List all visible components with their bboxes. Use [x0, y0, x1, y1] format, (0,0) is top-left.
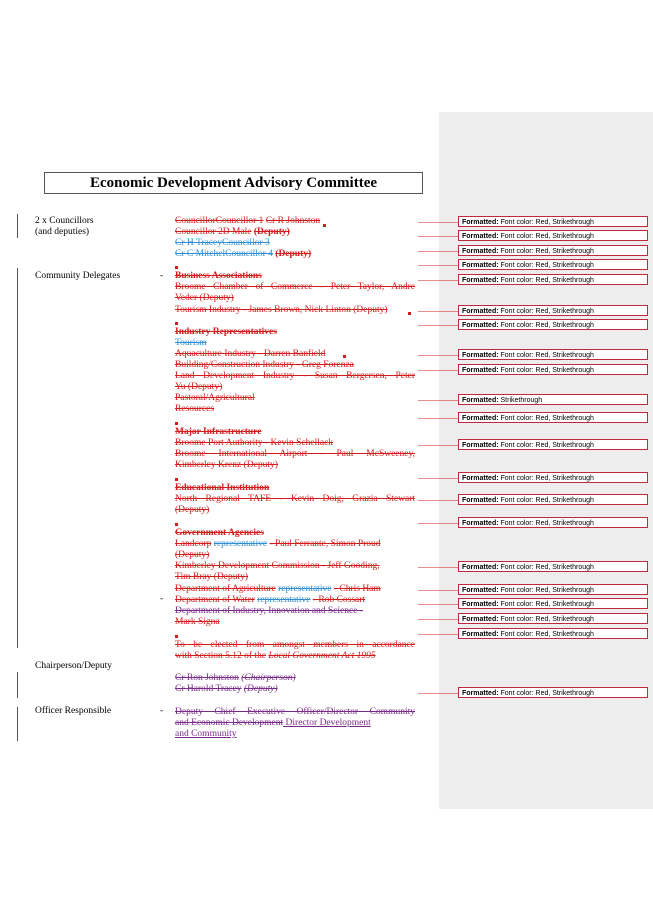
formatting-balloon[interactable] — [458, 517, 648, 528]
formatted-label: Formatted: — [462, 587, 499, 594]
change-bar — [17, 268, 18, 648]
change-bar — [17, 672, 18, 698]
balloon-connector — [418, 251, 458, 252]
balloon-connector — [418, 590, 458, 591]
balloon-connector — [418, 236, 458, 237]
change-marker — [175, 635, 178, 638]
balloon-connector — [418, 445, 458, 446]
officer-line: and Economic Development Director Development — [175, 718, 371, 728]
officer-line: and Community — [175, 729, 237, 739]
formatted-label: Formatted: — [462, 520, 499, 527]
formatted-label: Formatted: — [462, 475, 499, 482]
election-note: with Section 5.12 of the Local Government Act 1995 — [175, 651, 376, 661]
formatted-label: Formatted: — [462, 367, 499, 374]
formatting-description: Font color: Red, Strikethrough — [498, 497, 594, 504]
formatting-balloon[interactable] — [458, 259, 648, 270]
formatting-balloon[interactable] — [458, 598, 648, 609]
formatting-balloon[interactable] — [458, 439, 648, 450]
delegate-line: Department of Industry, Innovation and Science - — [175, 606, 364, 616]
formatting-description: Font color: Red, Strikethrough — [498, 415, 594, 422]
formatted-label: Formatted: — [462, 219, 499, 226]
formatting-balloon[interactable] — [458, 561, 648, 572]
delegate-line: Kimberley Development Commission - Jeff Gooding, — [175, 561, 380, 571]
formatting-description: Font color: Red, Strikethrough — [498, 690, 594, 697]
councillor-line: Cr H TraceyCouncillor 3 — [175, 238, 270, 248]
formatting-balloon[interactable] — [458, 216, 648, 227]
delegate-line: North Regional TAFE - Kevin Doig, Grazia Stewart — [175, 494, 415, 504]
formatted-label: Formatted: — [462, 233, 499, 240]
formatting-balloon[interactable] — [458, 349, 648, 360]
formatted-label: Formatted: — [462, 352, 499, 359]
formatting-balloon[interactable] — [458, 274, 648, 285]
section-heading: Major Infrastructure — [175, 427, 262, 437]
formatted-label: Formatted: — [462, 442, 499, 449]
change-marker — [323, 224, 326, 227]
balloon-connector — [418, 418, 458, 419]
formatting-description: Font color: Red, Strikethrough — [498, 277, 594, 284]
delegate-line: Department of Water representative - Rob Cossart — [175, 595, 366, 605]
balloon-connector — [418, 500, 458, 501]
formatted-label: Formatted: — [462, 248, 499, 255]
formatted-label: Formatted: — [462, 415, 499, 422]
formatted-label: Formatted: — [462, 564, 499, 571]
delegate-line: Department of Agriculture representative - Chris Ham — [175, 584, 381, 594]
formatting-balloon[interactable] — [458, 584, 648, 595]
formatting-balloon[interactable] — [458, 305, 648, 316]
balloon-connector — [418, 222, 458, 223]
change-bar — [17, 214, 18, 238]
formatting-balloon[interactable] — [458, 472, 648, 483]
dash: - — [160, 594, 164, 604]
delegate-line: Pastoral/Agricultural — [175, 393, 255, 403]
delegate-line: Resources — [175, 404, 215, 414]
chair-line: Cr Harold Tracey (Deputy) — [175, 684, 278, 694]
delegate-line: Landcorp representative - Paul Ferrante, Simon Proud — [175, 539, 381, 549]
section-heading: Educational Institution — [175, 483, 270, 493]
change-marker — [343, 355, 346, 358]
delegate-line: Veder (Deputy) — [175, 293, 234, 303]
councillor-line: Cr C MitchelCouncillor 4 (Deputy) — [175, 249, 312, 259]
formatting-description: Font color: Red, Strikethrough — [498, 233, 594, 240]
formatting-balloon[interactable] — [458, 364, 648, 375]
delegate-line: Building/Construction Industry - Greg Forenza — [175, 360, 354, 370]
delegate-line: Mark Signa — [175, 617, 220, 627]
dash: - — [160, 706, 164, 716]
chairperson-label: Chairperson/Deputy — [35, 661, 113, 671]
formatted-label: Formatted: — [462, 322, 499, 329]
formatting-description: Font color: Red, Strikethrough — [498, 322, 594, 329]
balloon-connector — [418, 311, 458, 312]
dash: - — [160, 271, 164, 281]
delegate-line: (Deputy) — [175, 550, 210, 560]
balloon-connector — [418, 265, 458, 266]
delegate-line: Broome Chamber of Commerce - Peter Taylor, Andre — [175, 282, 415, 292]
delegate-line: Kimberley Krenz (Deputy) — [175, 460, 278, 470]
formatting-description: Font color: Red, Strikethrough — [498, 475, 594, 482]
change-marker — [408, 312, 411, 315]
formatting-description: Font color: Red, Strikethrough — [498, 442, 594, 449]
page-title: Economic Development Advisory Committee — [44, 172, 423, 194]
formatted-label: Formatted: — [462, 397, 499, 404]
formatting-description: Font color: Red, Strikethrough — [498, 631, 594, 638]
formatting-balloon[interactable] — [458, 687, 648, 698]
formatting-description: Font color: Red, Strikethrough — [498, 248, 594, 255]
formatting-balloon[interactable] — [458, 613, 648, 624]
change-marker — [175, 422, 178, 425]
councillors-sub-label: (and deputies) — [35, 227, 90, 237]
councillor-line: Councillor 2D Male (Deputy) — [175, 227, 290, 237]
balloon-connector — [418, 567, 458, 568]
formatting-description: Font color: Red, Strikethrough — [498, 564, 594, 571]
formatting-description: Font color: Red, Strikethrough — [498, 616, 594, 623]
election-note: To be elected from amongst members in accordance — [175, 640, 415, 650]
formatting-balloon[interactable] — [458, 628, 648, 639]
councillor-line: CouncillorCouncillor 1 Cr R Johnston — [175, 216, 321, 226]
section-heading: Business Associations — [175, 271, 262, 281]
formatting-description: Strikethrough — [498, 397, 543, 404]
formatted-label: Formatted: — [462, 601, 499, 608]
balloon-connector — [418, 325, 458, 326]
formatting-description: Font color: Red, Strikethrough — [498, 520, 594, 527]
section-heading: Government Agencies — [175, 528, 264, 538]
delegate-line: Broome Port Authority - Kevin Schellack — [175, 438, 334, 448]
officer-label: Officer Responsible — [35, 706, 112, 716]
balloon-connector — [418, 604, 458, 605]
formatting-description: Font color: Red, Strikethrough — [498, 601, 594, 608]
formatting-balloon[interactable] — [458, 230, 648, 241]
delegate-line: (Deputy) — [175, 505, 210, 515]
balloon-connector — [418, 693, 458, 694]
formatting-description: Font color: Red, Strikethrough — [498, 262, 594, 269]
balloon-connector — [418, 370, 458, 371]
formatted-label: Formatted: — [462, 262, 499, 269]
balloon-connector — [418, 400, 458, 401]
delegate-line: Tourism Industry - James Brown, Nick Linton (Deputy) — [175, 305, 388, 315]
delegate-line: Broome International Airport - Paul McSweeney, — [175, 449, 415, 459]
formatting-description: Font color: Red, Strikethrough — [498, 219, 594, 226]
formatted-label: Formatted: — [462, 631, 499, 638]
section-heading: Industry Representatives — [175, 327, 277, 337]
balloon-connector — [418, 478, 458, 479]
community-delegates-label: Community Delegates — [35, 271, 121, 281]
formatted-label: Formatted: — [462, 616, 499, 623]
formatting-balloon[interactable] — [458, 319, 648, 330]
change-marker — [175, 266, 178, 269]
formatting-description: Font color: Red, Strikethrough — [498, 308, 594, 315]
formatting-balloon[interactable] — [458, 245, 648, 256]
balloon-connector — [418, 619, 458, 620]
councillors-label: 2 x Councillors — [35, 216, 94, 226]
balloon-connector — [418, 634, 458, 635]
change-bar — [17, 707, 18, 741]
delegate-line: Tim Bray (Deputy) — [175, 572, 249, 582]
chair-line: Cr Ron Johnston (Chairperson) — [175, 673, 296, 683]
delegate-line: Tourism — [175, 338, 207, 348]
balloon-connector — [418, 355, 458, 356]
officer-line: Deputy Chief Executive Officer/Director Community — [175, 707, 415, 717]
change-marker — [175, 523, 178, 526]
delegate-line: Land Development Industry - Susan Bergersen, Peter — [175, 371, 415, 381]
formatting-description: Font color: Red, Strikethrough — [498, 367, 594, 374]
delegate-line: Aquaculture Industry - Darren Banfield — [175, 349, 326, 359]
change-marker — [175, 322, 178, 325]
formatting-description: Font color: Red, Strikethrough — [498, 587, 594, 594]
formatted-label: Formatted: — [462, 690, 499, 697]
formatting-balloon[interactable] — [458, 494, 648, 505]
change-marker — [175, 478, 178, 481]
formatted-label: Formatted: — [462, 497, 499, 504]
balloon-connector — [418, 280, 458, 281]
formatted-label: Formatted: — [462, 277, 499, 284]
delegate-line: Yu (Deputy) — [175, 382, 223, 392]
formatting-balloon[interactable] — [458, 412, 648, 423]
formatting-description: Font color: Red, Strikethrough — [498, 352, 594, 359]
balloon-connector — [418, 523, 458, 524]
formatting-balloon[interactable] — [458, 394, 648, 405]
formatted-label: Formatted: — [462, 308, 499, 315]
